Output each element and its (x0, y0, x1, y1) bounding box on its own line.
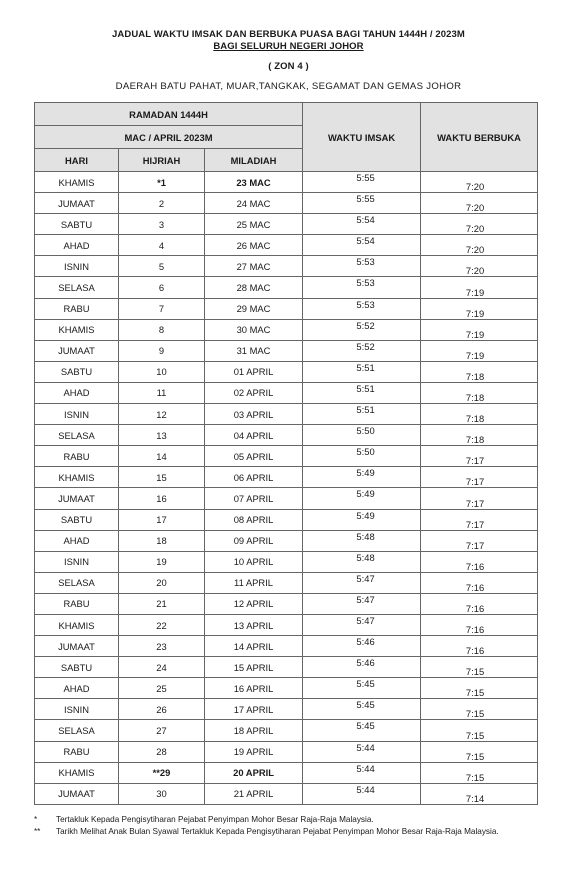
hari-cell: JUMAAT (35, 340, 119, 361)
table-row (35, 172, 538, 193)
berbuka-cell-value: 7:16 (465, 581, 485, 593)
hari-column-header: HARI (35, 149, 119, 172)
table-row (35, 382, 538, 403)
imsak-cell-value: 5:46 (356, 636, 375, 648)
hijriah-cell: 5 (119, 256, 205, 277)
berbuka-cell-value: 7:17 (465, 497, 485, 509)
imsak-cell-value: 5:47 (356, 614, 375, 626)
table-row (35, 235, 538, 256)
hijriah-cell: 14 (119, 446, 205, 467)
miladiah-cell: 30 MAC (205, 319, 303, 340)
imsak-cell (303, 319, 421, 340)
imsak-cell (303, 614, 421, 635)
berbuka-cell (421, 572, 538, 593)
imsak-cell (303, 551, 421, 572)
berbuka-cell-value: 7:17 (465, 476, 485, 488)
berbuka-cell-value: 7:17 (465, 455, 485, 467)
imsak-cell (303, 488, 421, 509)
table-row (35, 551, 538, 572)
table-row (35, 277, 538, 298)
table-row (35, 699, 538, 720)
berbuka-cell (421, 551, 538, 572)
table-row (35, 678, 538, 699)
berbuka-cell (421, 235, 538, 256)
imsak-cell (303, 657, 421, 678)
berbuka-cell-value: 7:19 (465, 349, 485, 361)
hijriah-cell: 17 (119, 509, 205, 530)
hari-cell: RABU (35, 446, 119, 467)
document-title: JADUAL WAKTU IMSAK DAN BERBUKA PUASA BAGI TAHUN 1444H / 2023M (112, 29, 465, 40)
miladiah-cell: 20 APRIL (205, 762, 303, 783)
footnote-text: Tarikh Melihat Anak Bulan Syawal Tertakluk Kepada Pengisytiharan Pejabat Penyimpan Mohor Besar Raja-Raja Malaysia. (56, 827, 499, 836)
imsak-cell (303, 382, 421, 403)
imsak-cell-value: 5:52 (356, 340, 375, 352)
imsak-cell (303, 636, 421, 657)
hijriah-cell: 20 (119, 572, 205, 593)
hijriah-cell: 15 (119, 467, 205, 488)
berbuka-cell (421, 657, 538, 678)
berbuka-cell-value: 7:19 (465, 307, 485, 319)
berbuka-cell (421, 783, 538, 804)
miladiah-cell: 18 APRIL (205, 720, 303, 741)
miladiah-cell: 23 MAC (205, 172, 303, 193)
imsak-cell-value: 5:49 (356, 467, 375, 479)
berbuka-cell-value: 7:15 (465, 708, 485, 720)
berbuka-cell (421, 277, 538, 298)
miladiah-cell: 11 APRIL (205, 572, 303, 593)
berbuka-cell (421, 636, 538, 657)
hari-cell: JUMAAT (35, 488, 119, 509)
berbuka-cell-value: 7:18 (465, 434, 485, 446)
area-label: DAERAH BATU PAHAT, MUAR,TANGKAK, SEGAMAT DAN GEMAS JOHOR (115, 81, 462, 92)
berbuka-cell-value: 7:15 (465, 666, 485, 678)
berbuka-cell (421, 762, 538, 783)
berbuka-cell (421, 699, 538, 720)
imsak-cell-value: 5:46 (356, 657, 375, 669)
table-row (35, 657, 538, 678)
hari-cell: SABTU (35, 214, 119, 235)
imsak-cell-value: 5:53 (356, 277, 375, 289)
imsak-cell (303, 340, 421, 361)
imsak-cell (303, 783, 421, 804)
year-group-header: MAC / APRIL 2023M (35, 126, 303, 149)
hari-cell: ISNIN (35, 551, 119, 572)
miladiah-column-header: MILADIAH (205, 149, 303, 172)
hari-cell: AHAD (35, 678, 119, 699)
hari-cell: RABU (35, 593, 119, 614)
miladiah-cell: 02 APRIL (205, 382, 303, 403)
imsak-cell-value: 5:49 (356, 509, 375, 521)
hijriah-cell: *1 (119, 172, 205, 193)
hari-cell: SABTU (35, 361, 119, 382)
imsak-cell (303, 446, 421, 467)
berbuka-cell (421, 404, 538, 425)
imsak-cell (303, 699, 421, 720)
miladiah-cell: 24 MAC (205, 193, 303, 214)
miladiah-cell: 15 APRIL (205, 657, 303, 678)
berbuka-cell-value: 7:14 (465, 792, 485, 804)
imsak-cell (303, 720, 421, 741)
miladiah-cell: 19 APRIL (205, 741, 303, 762)
imsak-cell (303, 762, 421, 783)
berbuka-cell-value: 7:20 (465, 202, 485, 214)
miladiah-cell: 27 MAC (205, 256, 303, 277)
footnote-mark: * (34, 815, 38, 824)
berbuka-cell (421, 425, 538, 446)
imsak-cell (303, 404, 421, 425)
hijriah-cell: 9 (119, 340, 205, 361)
imsak-cell (303, 741, 421, 762)
berbuka-cell-value: 7:16 (465, 645, 485, 657)
table-row (35, 593, 538, 614)
berbuka-cell-value: 7:19 (465, 328, 485, 340)
imsak-cell (303, 593, 421, 614)
hijriah-cell: 26 (119, 699, 205, 720)
miladiah-cell: 01 APRIL (205, 361, 303, 382)
imsak-cell (303, 425, 421, 446)
miladiah-cell: 04 APRIL (205, 425, 303, 446)
imsak-cell-value: 5:45 (356, 678, 375, 690)
imsak-cell-value: 5:51 (356, 361, 375, 373)
imsak-cell (303, 256, 421, 277)
table-row (35, 446, 538, 467)
hijriah-cell: 19 (119, 551, 205, 572)
berbuka-cell (421, 382, 538, 403)
berbuka-cell (421, 172, 538, 193)
table-row (35, 193, 538, 214)
hari-cell: AHAD (35, 235, 119, 256)
imsak-cell-value: 5:48 (356, 551, 375, 563)
hari-cell: KHAMIS (35, 614, 119, 635)
berbuka-cell-value: 7:18 (465, 392, 485, 404)
hari-cell: AHAD (35, 530, 119, 551)
imsak-cell (303, 277, 421, 298)
imsak-cell-value: 5:53 (356, 256, 375, 268)
hari-cell: AHAD (35, 382, 119, 403)
imsak-cell-value: 5:51 (356, 382, 375, 394)
miladiah-cell: 13 APRIL (205, 614, 303, 635)
berbuka-cell-value: 7:15 (465, 687, 485, 699)
footnote-mark: ** (34, 827, 41, 836)
hari-cell: JUMAAT (35, 193, 119, 214)
berbuka-cell-value: 7:16 (465, 624, 485, 636)
schedule-table (34, 102, 538, 805)
imsak-cell-value: 5:44 (356, 741, 375, 753)
imsak-cell-value: 5:45 (356, 699, 375, 711)
hari-cell: SELASA (35, 720, 119, 741)
hijriah-cell: 23 (119, 636, 205, 657)
hari-cell: SELASA (35, 277, 119, 298)
hari-cell: SABTU (35, 509, 119, 530)
imsak-cell-value: 5:50 (356, 425, 375, 437)
miladiah-cell: 17 APRIL (205, 699, 303, 720)
hari-cell: JUMAAT (35, 636, 119, 657)
berbuka-cell (421, 509, 538, 530)
imsak-cell (303, 361, 421, 382)
table-row (35, 361, 538, 382)
miladiah-cell: 09 APRIL (205, 530, 303, 551)
imsak-cell-value: 5:50 (356, 446, 375, 458)
imsak-cell (303, 678, 421, 699)
zone-label: ( ZON 4 ) (268, 61, 309, 72)
imsak-cell (303, 235, 421, 256)
imsak-cell (303, 214, 421, 235)
imsak-cell-value: 5:53 (356, 298, 375, 310)
hijriah-cell: 12 (119, 404, 205, 425)
berbuka-cell-value: 7:17 (465, 518, 485, 530)
table-row (35, 467, 538, 488)
miladiah-cell: 10 APRIL (205, 551, 303, 572)
hijriah-cell: 6 (119, 277, 205, 298)
berbuka-cell (421, 298, 538, 319)
miladiah-cell: 26 MAC (205, 235, 303, 256)
imsak-cell-value: 5:47 (356, 572, 375, 584)
hijriah-cell: 10 (119, 361, 205, 382)
berbuka-cell (421, 614, 538, 635)
berbuka-cell (421, 193, 538, 214)
hijriah-cell: 8 (119, 319, 205, 340)
table-row (35, 572, 538, 593)
table-row (35, 404, 538, 425)
imsak-cell-value: 5:48 (356, 530, 375, 542)
miladiah-cell: 31 MAC (205, 340, 303, 361)
table-row (35, 762, 538, 783)
hijriah-cell: 22 (119, 614, 205, 635)
hari-cell: SELASA (35, 425, 119, 446)
table-row (35, 741, 538, 762)
imsak-cell (303, 193, 421, 214)
imsak-cell (303, 509, 421, 530)
hijriah-cell: 21 (119, 593, 205, 614)
hijriah-cell: 25 (119, 678, 205, 699)
hijriah-cell: 11 (119, 382, 205, 403)
miladiah-cell: 08 APRIL (205, 509, 303, 530)
hari-cell: KHAMIS (35, 172, 119, 193)
berbuka-cell-value: 7:15 (465, 771, 485, 783)
imsak-cell-value: 5:55 (356, 193, 375, 205)
imsak-cell (303, 298, 421, 319)
table-row (35, 783, 538, 804)
table-row (35, 720, 538, 741)
berbuka-cell (421, 678, 538, 699)
footnote-text: Tertakluk Kepada Pengisytiharan Pejabat Penyimpan Mohor Besar Raja-Raja Malaysia. (56, 815, 374, 824)
document-subtitle: BAGI SELURUH NEGERI JOHOR (213, 41, 364, 52)
table-row (35, 509, 538, 530)
hijriah-column-header: HIJRIAH (119, 149, 205, 172)
table-row (35, 636, 538, 657)
berbuka-cell-value: 7:16 (465, 602, 485, 614)
berbuka-cell-value: 7:20 (465, 181, 485, 193)
hari-cell: ISNIN (35, 404, 119, 425)
berbuka-cell (421, 488, 538, 509)
hijriah-cell: 18 (119, 530, 205, 551)
miladiah-cell: 03 APRIL (205, 404, 303, 425)
berbuka-cell-value: 7:15 (465, 750, 485, 762)
imsak-cell (303, 530, 421, 551)
imsak-cell-value: 5:54 (356, 214, 375, 226)
berbuka-cell-value: 7:16 (465, 560, 485, 572)
table-row (35, 340, 538, 361)
berbuka-cell (421, 467, 538, 488)
miladiah-cell: 06 APRIL (205, 467, 303, 488)
imsak-cell (303, 572, 421, 593)
hari-cell: ISNIN (35, 699, 119, 720)
hari-cell: ISNIN (35, 256, 119, 277)
berbuka-cell-value: 7:20 (465, 244, 485, 256)
miladiah-cell: 14 APRIL (205, 636, 303, 657)
miladiah-cell: 28 MAC (205, 277, 303, 298)
schedule-rows (35, 172, 538, 805)
imsak-cell-value: 5:51 (356, 404, 375, 416)
table-row (35, 488, 538, 509)
table-row (35, 530, 538, 551)
miladiah-cell: 05 APRIL (205, 446, 303, 467)
hari-cell: KHAMIS (35, 319, 119, 340)
hijriah-cell: 3 (119, 214, 205, 235)
hijriah-cell: 2 (119, 193, 205, 214)
hari-cell: JUMAAT (35, 783, 119, 804)
imsak-cell-value: 5:49 (356, 488, 375, 500)
berbuka-cell (421, 741, 538, 762)
hijriah-cell: 13 (119, 425, 205, 446)
table-row (35, 256, 538, 277)
berbuka-cell (421, 256, 538, 277)
berbuka-cell (421, 340, 538, 361)
hari-cell: SELASA (35, 572, 119, 593)
imsak-cell (303, 172, 421, 193)
imsak-cell-value: 5:52 (356, 319, 375, 331)
table-row (35, 298, 538, 319)
berbuka-cell-value: 7:19 (465, 286, 485, 298)
berbuka-cell-value: 7:20 (465, 265, 485, 277)
imsak-cell-value: 5:55 (356, 172, 375, 183)
month-group-header: RAMADAN 1444H (35, 103, 303, 126)
berbuka-cell-value: 7:20 (465, 223, 485, 235)
berbuka-cell-value: 7:15 (465, 729, 485, 741)
hijriah-cell: 7 (119, 298, 205, 319)
table-row (35, 214, 538, 235)
imsak-cell (303, 467, 421, 488)
hari-cell: RABU (35, 298, 119, 319)
imsak-cell-value: 5:44 (356, 783, 375, 795)
miladiah-cell: 12 APRIL (205, 593, 303, 614)
miladiah-cell: 21 APRIL (205, 783, 303, 804)
miladiah-cell: 16 APRIL (205, 678, 303, 699)
berbuka-cell (421, 361, 538, 382)
miladiah-cell: 29 MAC (205, 298, 303, 319)
imsak-cell-value: 5:45 (356, 720, 375, 732)
table-row (35, 425, 538, 446)
berbuka-cell (421, 530, 538, 551)
hijriah-cell: 28 (119, 741, 205, 762)
hijriah-cell: **29 (119, 762, 205, 783)
berbuka-cell (421, 214, 538, 235)
imsak-cell-value: 5:44 (356, 762, 375, 774)
hijriah-cell: 27 (119, 720, 205, 741)
hari-cell: RABU (35, 741, 119, 762)
hijriah-cell: 4 (119, 235, 205, 256)
hari-cell: KHAMIS (35, 762, 119, 783)
berbuka-cell (421, 446, 538, 467)
hijriah-cell: 30 (119, 783, 205, 804)
table-row (35, 614, 538, 635)
berbuka-cell-value: 7:18 (465, 370, 485, 382)
hijriah-cell: 24 (119, 657, 205, 678)
berbuka-column-header: WAKTU BERBUKA (421, 103, 538, 172)
hijriah-cell: 16 (119, 488, 205, 509)
berbuka-cell (421, 319, 538, 340)
imsak-cell-value: 5:54 (356, 235, 375, 247)
miladiah-cell: 07 APRIL (205, 488, 303, 509)
berbuka-cell-value: 7:18 (465, 413, 485, 425)
hari-cell: SABTU (35, 657, 119, 678)
table-row (35, 319, 538, 340)
hari-cell: KHAMIS (35, 467, 119, 488)
imsak-column-header: WAKTU IMSAK (303, 103, 421, 172)
berbuka-cell (421, 720, 538, 741)
imsak-cell-value: 5:47 (356, 593, 375, 605)
miladiah-cell: 25 MAC (205, 214, 303, 235)
berbuka-cell (421, 593, 538, 614)
berbuka-cell-value: 7:17 (465, 539, 485, 551)
